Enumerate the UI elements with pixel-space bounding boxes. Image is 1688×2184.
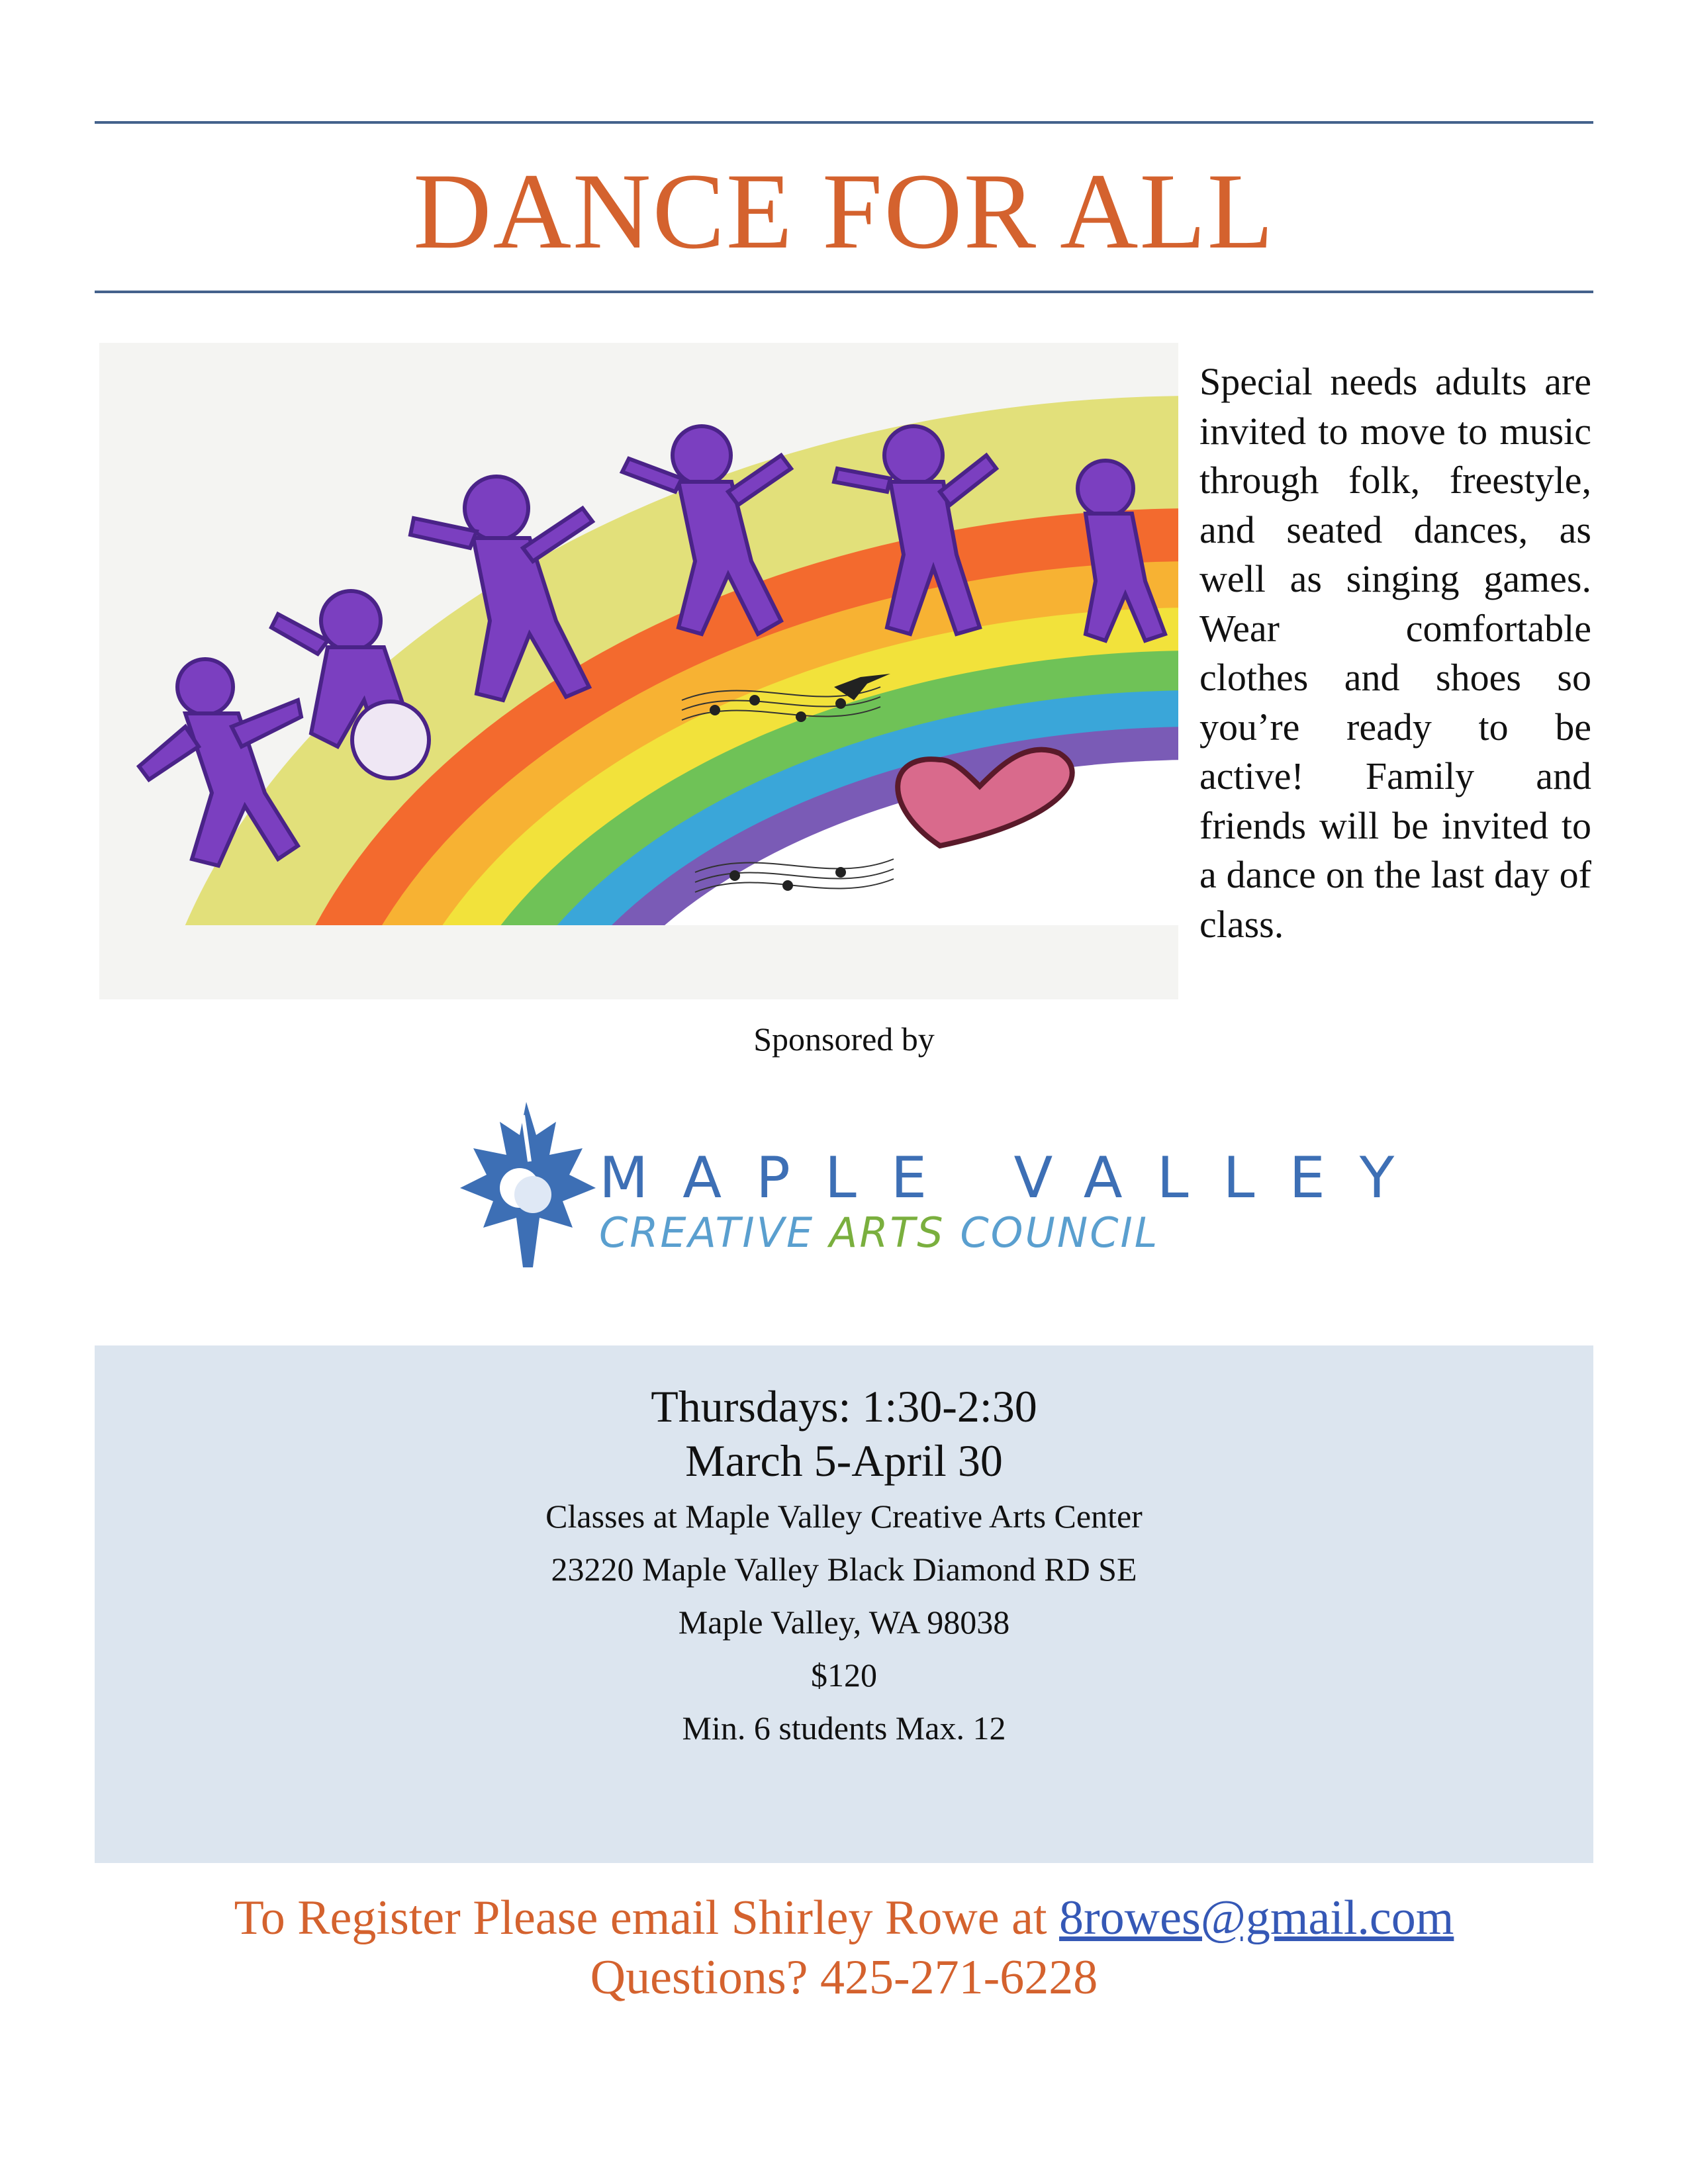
questions-phone-text: Questions? 425-271-6228: [590, 1950, 1098, 2005]
price-text: $120: [811, 1657, 877, 1694]
class-details-panel: [95, 1345, 1593, 1863]
logo-council-text: COUNCIL: [945, 1208, 1160, 1257]
dancers-rainbow-illustration: [99, 343, 1178, 999]
logo-wordmark-creative-arts-council: [599, 1206, 1159, 1259]
register-text: To Register Please email Shirley Rowe at: [234, 1891, 1060, 1945]
email-link[interactable]: 8rowes@gmail.com: [1059, 1891, 1454, 1945]
street-address-text: 23220 Maple Valley Black Diamond RD SE: [551, 1551, 1137, 1588]
city-text: Maple Valley, WA 98038: [678, 1604, 1010, 1641]
logo-creative-text: CREATIVE: [599, 1208, 829, 1257]
maple-leaf-icon: [450, 1095, 602, 1281]
page-title: DANCE FOR ALL: [413, 152, 1275, 271]
schedule-text: Thursdays: 1:30-2:30: [651, 1381, 1037, 1432]
capacity-text: Min. 6 students Max. 12: [682, 1709, 1006, 1747]
dates-text: March 5-April 30: [685, 1435, 1003, 1486]
sponsored-by-label: Sponsored by: [753, 1021, 935, 1058]
maple-valley-logo: [450, 1095, 1429, 1281]
bottom-rule: [95, 291, 1593, 293]
venue-text: Classes at Maple Valley Creative Arts Center: [545, 1498, 1143, 1535]
logo-wordmark-maple-valley: MAPLE VALLEY: [599, 1145, 1429, 1211]
event-description: Special needs adults are invited to move to music through folk, freestyle, and seated dances, as well as singing games. Wear comfortable clothes and shoes so you’re ready to be active! Family and friends will be invited to a dance on the last day of class.: [1199, 360, 1591, 946]
top-rule: [95, 121, 1593, 124]
logo-arts-text: ARTS: [829, 1208, 945, 1257]
register-line: [0, 1889, 1688, 1946]
